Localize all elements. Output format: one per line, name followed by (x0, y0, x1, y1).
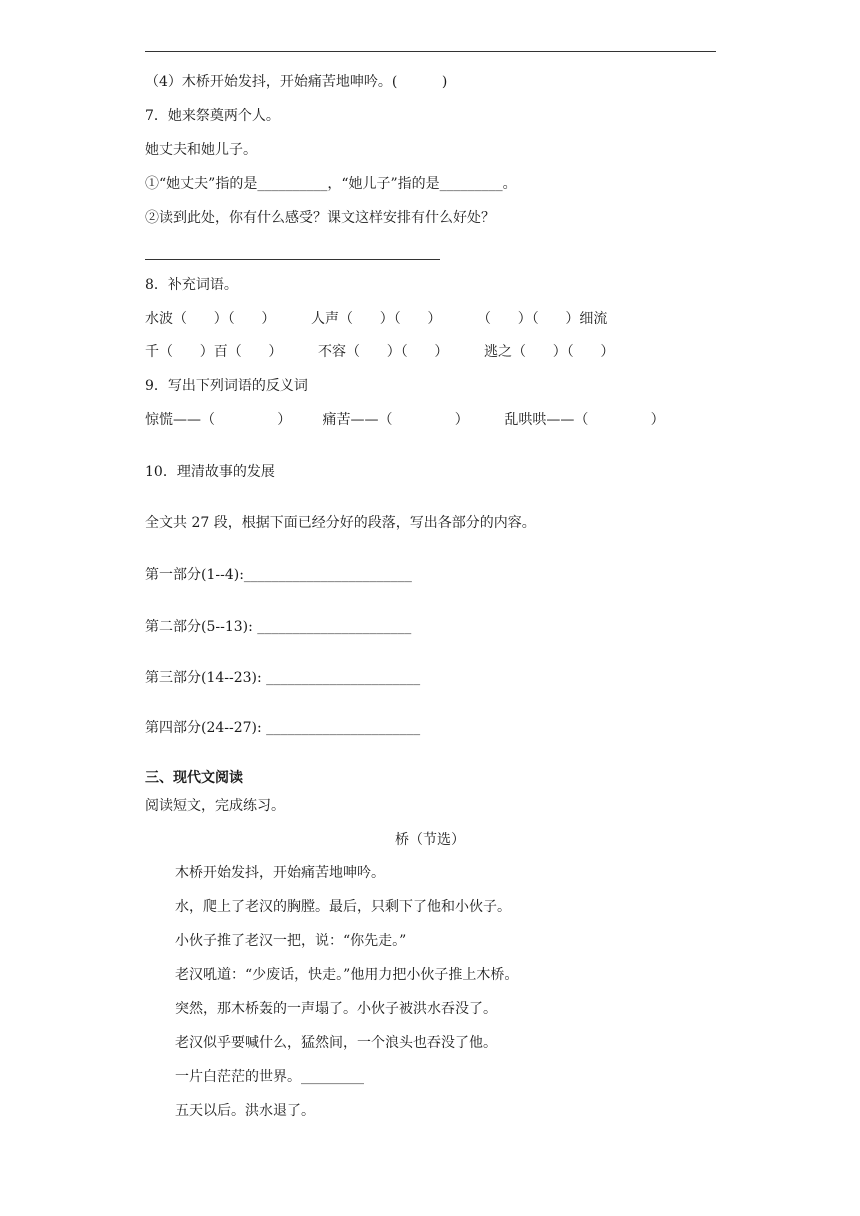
header-rule (145, 51, 716, 52)
q8-row1: 水波（ ）（ ） 人声（ ）（ ） （ ）（ ）细流 (145, 311, 608, 327)
passage-paragraph: 一片白茫茫的世界。_________ (175, 1069, 364, 1085)
q9-title: 9．写出下列词语的反义词 (145, 378, 308, 394)
q6-item4: （4）木桥开始发抖，开始痛苦地呻吟。( ) (145, 74, 448, 90)
q8-row2: 千（ ）百（ ） 不容（ ）（ ） 逃之（ ）（ ） (145, 344, 615, 360)
q7-title: 7．她来祭奠两个人。 (145, 108, 280, 124)
passage-paragraph: 突然，那木桥轰的一声塌了。小伙子被洪水吞没了。 (175, 1001, 497, 1017)
passage-paragraph: 老汉似乎要喊什么，猛然间，一个浪头也吞没了他。 (175, 1035, 497, 1051)
q10-title: 10．理清故事的发展 (145, 464, 275, 480)
q9-row: 惊慌——（ ） 痛苦——（ ） 乱哄哄——（ ） (145, 412, 665, 428)
passage-paragraph: 老汉吼道：“少废话，快走。”他用力把小伙子推上木桥。 (175, 967, 519, 983)
section3-instruction: 阅读短文，完成练习。 (145, 798, 285, 814)
q10-part3: 第三部分(14--23): ______________________ (145, 670, 421, 686)
section3-heading: 三、现代文阅读 (145, 770, 243, 786)
q10-part1: 第一部分(1--4):________________________ (145, 567, 412, 583)
q7-sub2: ②读到此处，你有什么感受？课文这样安排有什么好处？ (145, 210, 495, 226)
q7-answer-line (145, 259, 440, 260)
q7-sub1: ①“她丈夫”指的是__________，“她儿子”指的是_________。 (145, 176, 517, 192)
passage-paragraph: 小伙子推了老汉一把，说：“你先走。” (175, 933, 407, 949)
q7-quote: 她丈夫和她儿子。 (145, 142, 257, 158)
passage-paragraph: 五天以后。洪水退了。 (175, 1103, 315, 1119)
q10-intro: 全文共 27 段，根据下面已经分好的段落，写出各部分的内容。 (145, 515, 536, 531)
passage-paragraph: 水，爬上了老汉的胸膛。最后，只剩下了他和小伙子。 (175, 899, 511, 915)
q10-part4: 第四部分(24--27): ______________________ (145, 720, 421, 736)
passage-title: 桥（节选） (395, 832, 465, 848)
q10-part2: 第二部分(5--13): ______________________ (145, 619, 412, 635)
passage-paragraph: 木桥开始发抖，开始痛苦地呻吟。 (175, 865, 385, 881)
q8-title: 8．补充词语。 (145, 277, 238, 293)
